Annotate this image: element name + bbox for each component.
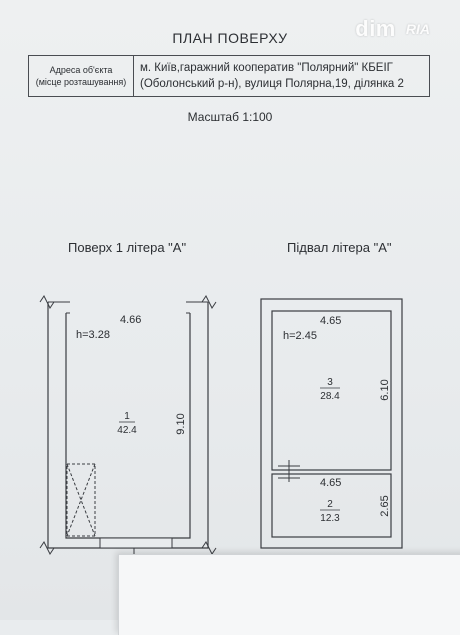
document-title: ПЛАН ПОВЕРХУ: [172, 30, 288, 46]
floor1-length-label: 9.10: [175, 413, 187, 435]
floor1-room-area: 42.4: [117, 425, 137, 436]
basement-plan: [261, 299, 402, 548]
basement-room3-area: 28.4: [320, 391, 340, 402]
address-value-line1: м. Київ,гаражний кооператив "Полярний" КБЕІГ: [140, 62, 393, 74]
watermark-brand: dim: [355, 16, 396, 41]
address-label-line2: (місце розташування): [35, 77, 127, 88]
floor1-room-number: 1: [124, 411, 130, 422]
basement-room2-length-label: 2.65: [379, 495, 391, 517]
floor1-gate: [100, 538, 172, 548]
address-value-line2: (Оболонський р-н), вулиця Полярна,19, ділянка 2: [140, 78, 404, 91]
floor1-height-label: h=3.28: [76, 329, 110, 341]
basement-room2-number: 2: [327, 499, 333, 510]
basement-room3-length-label: 6.10: [379, 379, 391, 401]
basement-width-bottom-label: 4.65: [320, 477, 342, 489]
basement-room2-area: 12.3: [320, 513, 340, 524]
basement-width-top-label: 4.65: [320, 315, 342, 327]
scale-label: Масштаб 1:100: [187, 110, 273, 124]
address-label-line1: Адреса об'єкта: [49, 64, 113, 75]
floor1-title: Поверх 1 літера "А": [68, 240, 187, 255]
floor1-plan: [40, 296, 216, 556]
basement-height-label: h=2.45: [283, 330, 317, 342]
floor1-width-label: 4.66: [120, 314, 142, 326]
basement-room3-number: 3: [327, 377, 333, 388]
watermark-source: RIA: [405, 21, 430, 37]
basement-title: Підвал літера "А": [287, 240, 392, 255]
overlapping-photo-card: [118, 554, 460, 635]
